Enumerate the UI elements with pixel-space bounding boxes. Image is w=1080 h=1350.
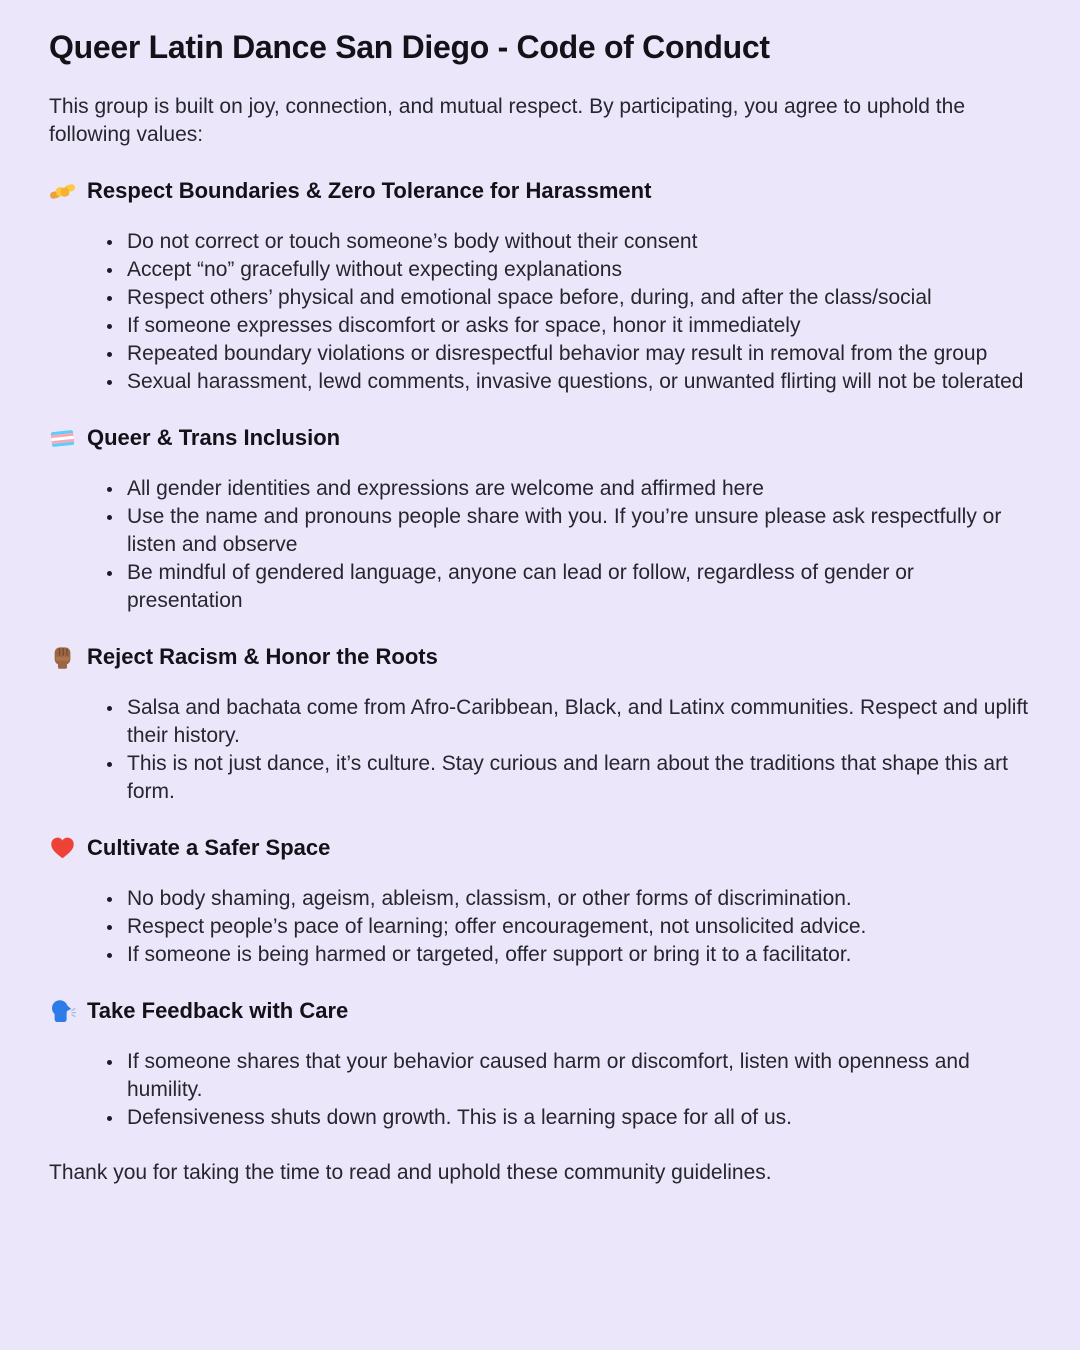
code-of-conduct-document [49, 28, 1030, 1187]
bullet-item: • If someone shares that your behavior caused harm or discomfort, listen with openness and humility. [124, 1048, 1030, 1104]
bullet-list [49, 1048, 1030, 1132]
section-respect-boundaries [49, 176, 1030, 396]
section-heading [49, 423, 1030, 453]
section-heading [49, 996, 1030, 1026]
bullet-item: • All gender identities and expressions are welcome and affirmed here [124, 475, 1030, 503]
bullet-item: • No body shaming, ageism, ableism, classism, or other forms of discrimination. [124, 885, 1030, 913]
section-heading-text: Respect Boundaries & Zero Tolerance for Harassment [87, 178, 652, 204]
bullet-item: • If someone expresses discomfort or asks for space, honor it immediately [124, 312, 1030, 340]
red-heart-icon [49, 835, 76, 862]
intro-paragraph: This group is built on joy, connection, and mutual respect. By participating, you agree to uphold the following values: [49, 95, 965, 147]
bullet-item: • Sexual harassment, lewd comments, invasive questions, or unwanted flirting will not be tolerated [124, 368, 1030, 396]
bullet-item: • This is not just dance, it’s culture. Stay curious and learn about the traditions that shape this art form. [124, 750, 1030, 806]
bullet-item: • Salsa and bachata come from Afro-Caribbean, Black, and Latinx communities. Respect and uplift their history. [124, 694, 1030, 750]
section-heading-text: Reject Racism & Honor the Roots [87, 644, 438, 670]
closing-paragraph: Thank you for taking the time to read and uphold these community guidelines. [49, 1161, 772, 1185]
section-feedback [49, 996, 1030, 1132]
section-reject-racism [49, 642, 1030, 806]
section-heading [49, 642, 1030, 672]
bullet-item: • Accept “no” gracefully without expecting explanations [124, 256, 1030, 284]
trans-flag-icon [49, 425, 76, 452]
page-title: Queer Latin Dance San Diego - Code of Conduct [49, 29, 770, 65]
handshake-icon [49, 178, 76, 205]
bullet-item: • Respect others’ physical and emotional space before, during, and after the class/social [124, 284, 1030, 312]
bullet-item: • Respect people’s pace of learning; offer encouragement, not unsolicited advice. [124, 913, 1030, 941]
section-heading [49, 833, 1030, 863]
bullet-list [49, 475, 1030, 615]
section-safer-space [49, 833, 1030, 969]
bullet-item: • Be mindful of gendered language, anyone can lead or follow, regardless of gender or presentation [124, 559, 1030, 615]
speaking-head-icon [49, 998, 76, 1025]
section-heading-text: Queer & Trans Inclusion [87, 425, 341, 451]
section-heading [49, 176, 1030, 206]
bullet-list [49, 694, 1030, 806]
bullet-item: • Repeated boundary violations or disrespectful behavior may result in removal from the group [124, 340, 1030, 368]
section-heading-text: Take Feedback with Care [87, 998, 349, 1024]
bullet-list [49, 885, 1030, 969]
section-queer-trans-inclusion [49, 423, 1030, 615]
bullet-item: • Use the name and pronouns people share with you. If you’re unsure please ask respectfully or listen and observe [124, 503, 1030, 559]
bullet-item: • Do not correct or touch someone’s body without their consent [124, 228, 1030, 256]
bullet-item: • If someone is being harmed or targeted, offer support or bring it to a facilitator. [124, 941, 1030, 969]
bullet-item: • Defensiveness shuts down growth. This is a learning space for all of us. [124, 1104, 1030, 1132]
raised-fist-icon [49, 644, 76, 671]
section-heading-text: Cultivate a Safer Space [87, 835, 331, 861]
bullet-list [49, 228, 1030, 396]
